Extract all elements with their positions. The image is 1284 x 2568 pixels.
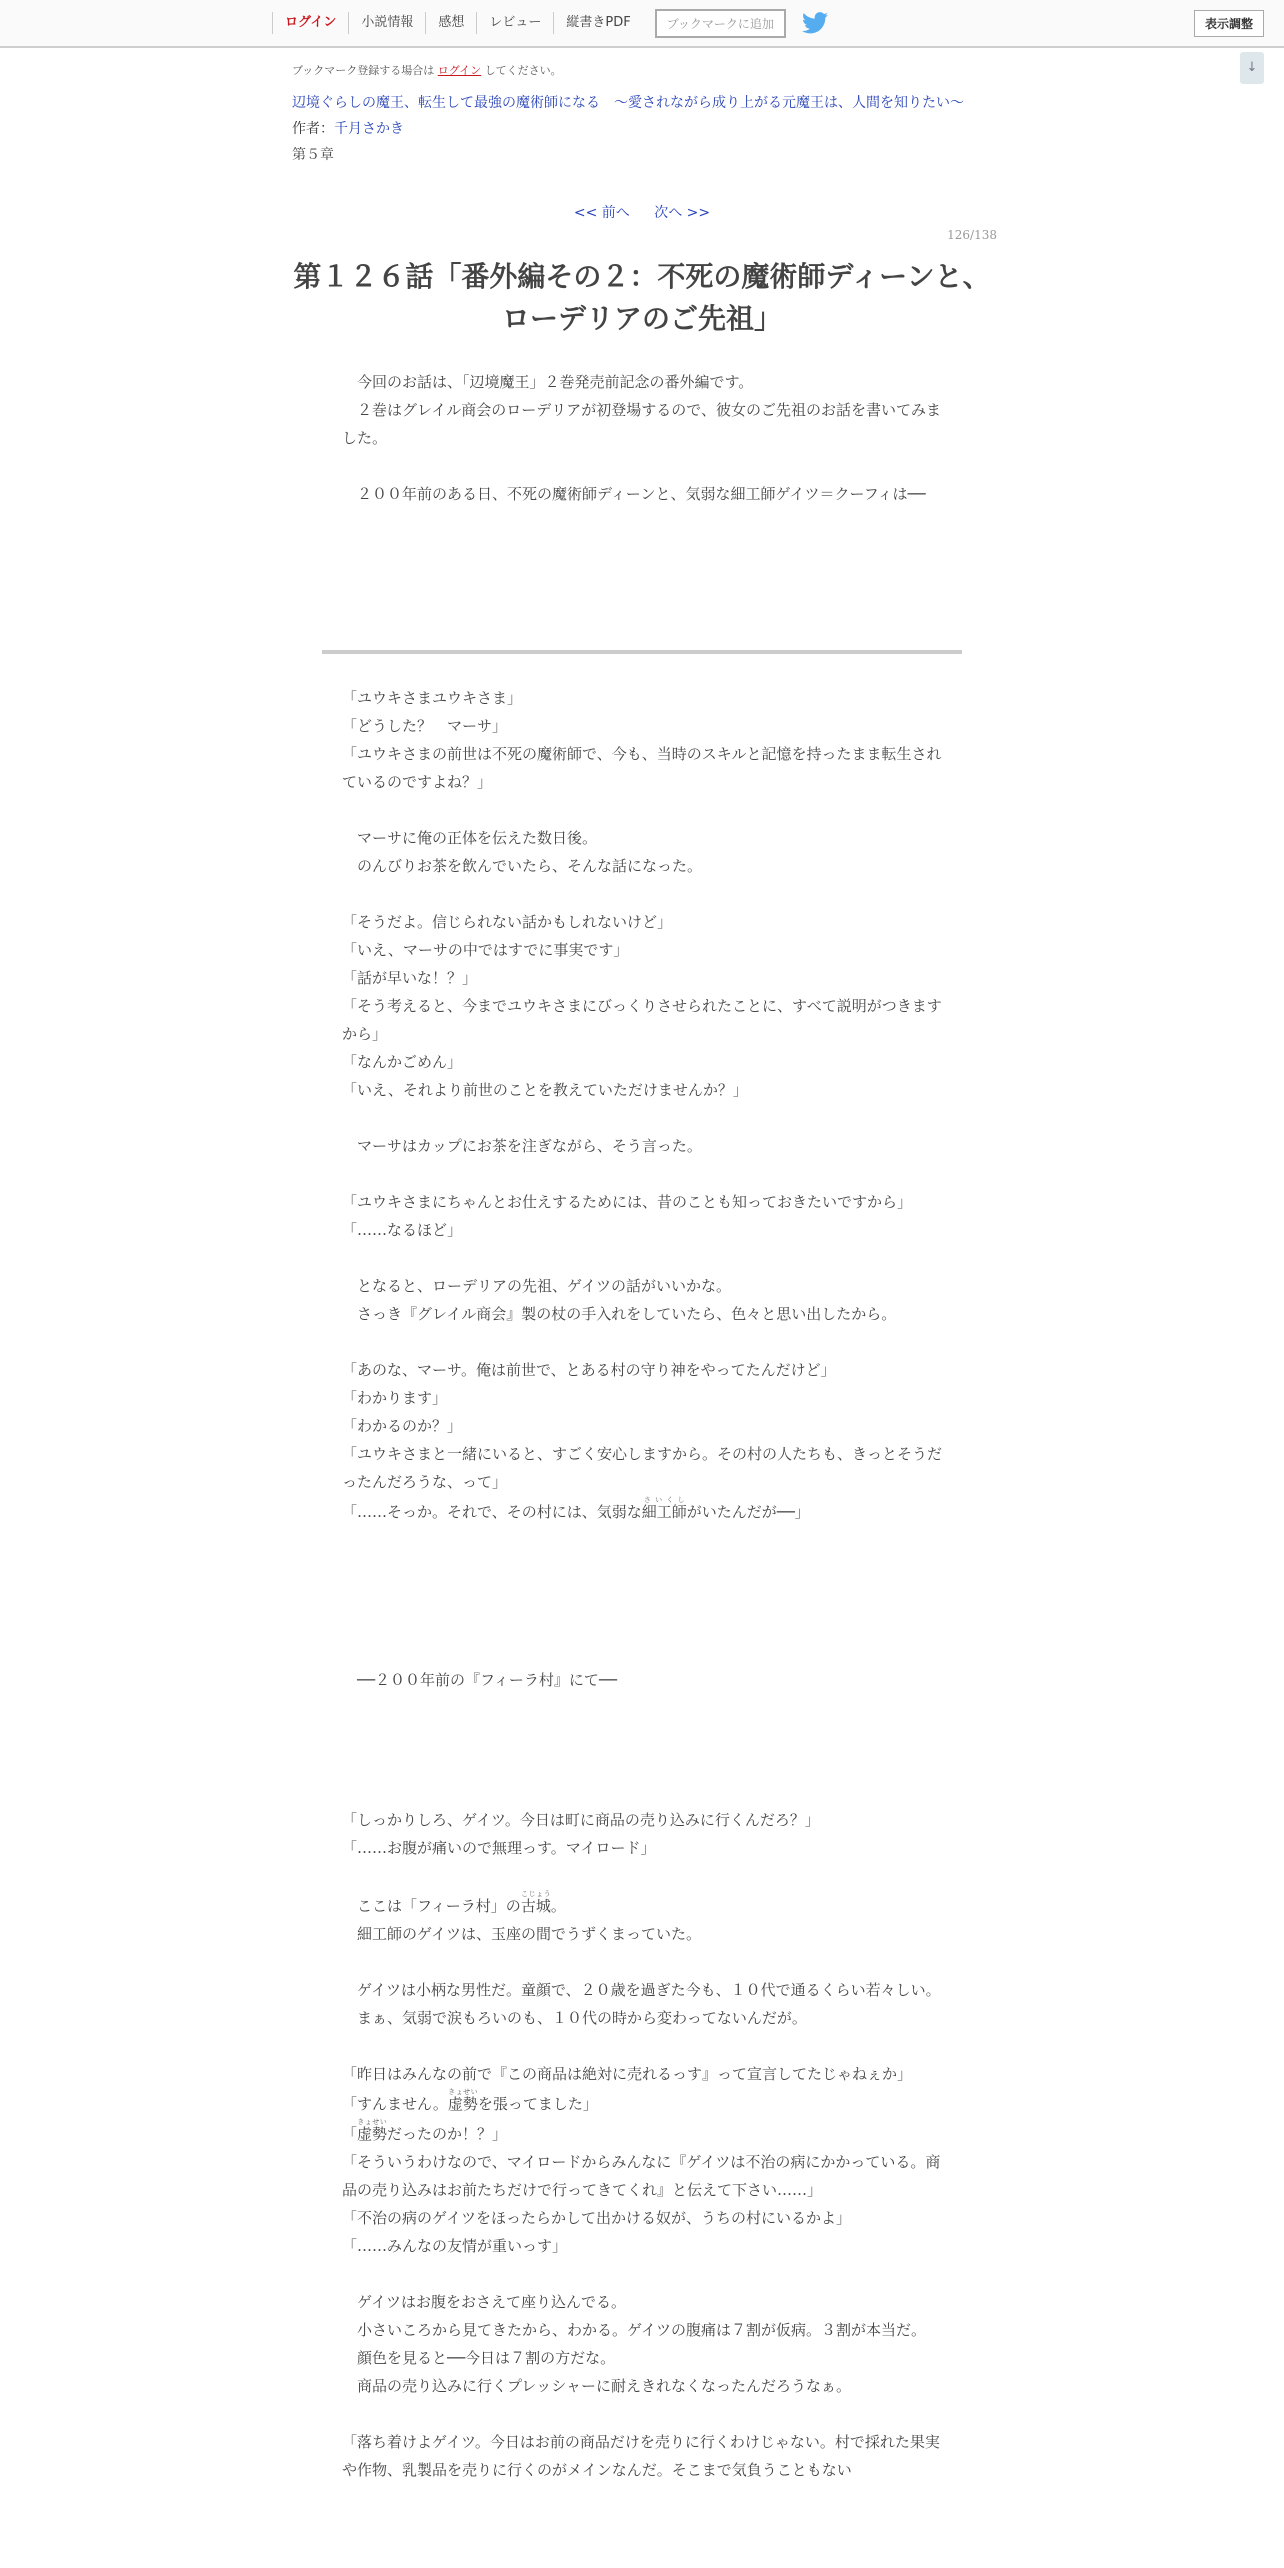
body-line: ここは「フィーラ村」の古城こじょう。 xyxy=(342,1890,566,1915)
review-link[interactable]: レビュー xyxy=(476,12,553,34)
body-line: となると、ローデリアの先祖、ゲイツの話がいいかな。 xyxy=(342,1277,731,1295)
body-line: 「ユウキさまの前世は不死の魔術師で、今も、当時のスキルと記憶を持ったまま転生されているのですよね？」 xyxy=(342,745,942,791)
blank-line xyxy=(342,1328,942,1356)
body-line: ２巻はグレイル商会のローデリアが初登場するので、彼女のご先祖のお話を書いてみました。 xyxy=(342,401,941,447)
body-line: 「わかるのか？」 xyxy=(342,1417,463,1435)
add-bookmark-button[interactable]: ブックマークに追加 xyxy=(655,9,786,38)
body-line: マーサに俺の正体を伝えた数日後。 xyxy=(342,829,598,847)
display-settings-button[interactable]: 表示調整 xyxy=(1194,10,1264,37)
body-line: 「……みんなの友情が重いっす」 xyxy=(342,2237,568,2255)
notice-login-link[interactable]: ログイン xyxy=(437,64,482,77)
body-line: 「話が早いな！？」 xyxy=(342,969,478,987)
blank-line xyxy=(342,1160,942,1188)
body-line: マーサはカップにお茶を注ぎながら、そう言った。 xyxy=(342,1137,702,1155)
blank-line xyxy=(342,880,942,908)
blank-line xyxy=(342,2260,942,2288)
main-nav xyxy=(272,0,828,46)
login-link[interactable]: ログイン xyxy=(272,12,348,34)
body-line: 「しっかりしろ、ゲイツ。今日は町に商品の売り込みに行くんだろ？」 xyxy=(342,1811,820,1829)
blank-line xyxy=(342,1948,942,1976)
body-line: 「落ち着けよゲイツ。今日はお前の商品だけを売りに行くわけじゃない。村で採れた果実や作物、乳製品を売りに行くのがメインなんだ。そこまで気負うこともない xyxy=(342,2433,940,2479)
body-line: ２００年前のある日、不死の魔術師ディーンと、気弱な細工師ゲイツ＝クーフィは── xyxy=(342,485,926,503)
next-page-link[interactable]: 次へ >> xyxy=(654,205,711,221)
body-line: まぁ、気弱で涙もろいのも、１０代の時から変わってないんだが。 xyxy=(342,2009,807,2027)
episode-title: 第１２６話「番外編その２：不死の魔術師ディーンと、ローデリアのご先祖」 xyxy=(293,260,991,335)
body-line: 「……お腹が痛いので無理っす。マイロード」 xyxy=(342,1839,656,1857)
preface-divider xyxy=(322,650,962,654)
body-block-1 xyxy=(342,684,942,1526)
body-line: 「虚勢きょせいだったのか！？」 xyxy=(342,2118,508,2143)
novel-info-link[interactable]: 小説情報 xyxy=(348,12,425,34)
body-line: 小さいころから見てきたから、わかる。ゲイツの腹痛は７割が仮病。３割が本当だ。 xyxy=(342,2321,926,2339)
body-line: 「ユウキさまユウキさま」 xyxy=(342,689,523,707)
episode-count: 126/138 xyxy=(947,228,997,242)
body-line: ゲイツは小柄な男性だ。童顔で、２０歳を過ぎた今も、１０代で通るくらい若々しい。 xyxy=(342,1981,941,1999)
body-line: 「……そっか。それで、その村には、気弱な細工師さいくしがいたんだが──」 xyxy=(342,1496,810,1521)
twitter-icon[interactable] xyxy=(802,12,828,34)
body-line: 「不治の病のゲイツをほったらかして出かける奴が、うちの村にいるかよ」 xyxy=(342,2209,851,2227)
body-line: さっき『グレイル商会』製の杖の手入れをしていたら、色々と思い出したから。 xyxy=(342,1305,897,1323)
pager xyxy=(0,202,1284,222)
body-line: のんびりお茶を飲んでいたら、そんな話になった。 xyxy=(342,857,703,875)
series-title-link[interactable]: 辺境ぐらしの魔王、転生して最強の魔術師になる 〜愛されながら成り上がる元魔王は、人間を知りたい〜 xyxy=(292,95,964,111)
blank-line xyxy=(342,2032,942,2060)
body-line: 「そうだよ。信じられない話かもしれないけど」 xyxy=(342,913,673,931)
login-notice: ブックマーク登録する場合は ログイン してください。 xyxy=(292,64,562,77)
body-line: 今回のお話は、「辺境魔王」２巻発売前記念の番外編です。 xyxy=(342,373,754,391)
vertical-pdf-link[interactable]: 縦書きPDF xyxy=(553,12,642,34)
body-line: 「いえ、それより前世のことを教えていただけませんか？」 xyxy=(342,1081,748,1099)
body-line: 「わかります」 xyxy=(342,1389,448,1407)
preface xyxy=(342,368,942,508)
blank-line xyxy=(342,796,942,824)
body-line: 「そういうわけなので、マイロードからみんなに『ゲイツは不治の病にかかっている。商品の売り込みはお前たちだけで行ってきてくれ』と伝えて下さい……」 xyxy=(342,2153,941,2199)
body-line: 「ユウキさまと一緒にいると、すごく安心しますから。その村の人たちも、きっとそうだったんだろうな、って」 xyxy=(342,1445,943,1491)
body-line: 「昨日はみんなの前で『この商品は絶対に売れるっす』って宣言してたじゃねぇか」 xyxy=(342,2065,913,2083)
body-line: 「ユウキさまにちゃんとお仕えするためには、昔のことも知っておきたいですから」 xyxy=(342,1193,913,1211)
body-line: 「どうした？ マーサ」 xyxy=(342,717,508,735)
blank-line xyxy=(342,2400,942,2428)
impressions-link[interactable]: 感想 xyxy=(425,12,476,34)
blank-line xyxy=(342,1104,942,1132)
chapter-title: 第５章 xyxy=(292,147,334,163)
blank-line xyxy=(342,1862,942,1890)
body-line: 「あのな、マーサ。俺は前世で、とある村の守り神をやってたんだけど」 xyxy=(342,1361,836,1379)
novel-info xyxy=(292,62,1012,164)
author-link[interactable]: 千月さかき xyxy=(334,121,404,137)
body-line: 顔色を見ると──今日は７割の方だな。 xyxy=(342,2349,616,2367)
body-line: 「そう考えると、今までユウキさまにびっくりさせられたことに、すべて説明がつきますから」 xyxy=(342,997,942,1043)
blank-line xyxy=(342,452,942,480)
body-line: 「なんかごめん」 xyxy=(342,1053,463,1071)
body-line: 「……なるほど」 xyxy=(342,1221,463,1239)
body-block-2 xyxy=(342,1806,942,2484)
body-line: 「すんません。虚勢きょせいを張ってました」 xyxy=(342,2088,598,2113)
scene-heading: ──２００年前の『フィーラ村』にて── xyxy=(342,1671,617,1689)
scroll-down-button[interactable]: ↓ xyxy=(1240,52,1264,84)
top-navigation-bar xyxy=(0,0,1284,48)
blank-line xyxy=(342,1244,942,1272)
body-line: 商品の売り込みに行くプレッシャーに耐えきれなくなったんだろうなぁ。 xyxy=(342,2377,851,2395)
body-line: 細工師のゲイツは、玉座の間でうずくまっていた。 xyxy=(342,1925,701,1943)
body-line: 「いえ、マーサの中ではすでに事実です」 xyxy=(342,941,629,959)
prev-page-link[interactable]: << 前へ xyxy=(573,205,630,221)
author: 作者：千月さかき xyxy=(292,121,404,137)
body-line: ゲイツはお腹をおさえて座り込んでる。 xyxy=(342,2293,626,2311)
